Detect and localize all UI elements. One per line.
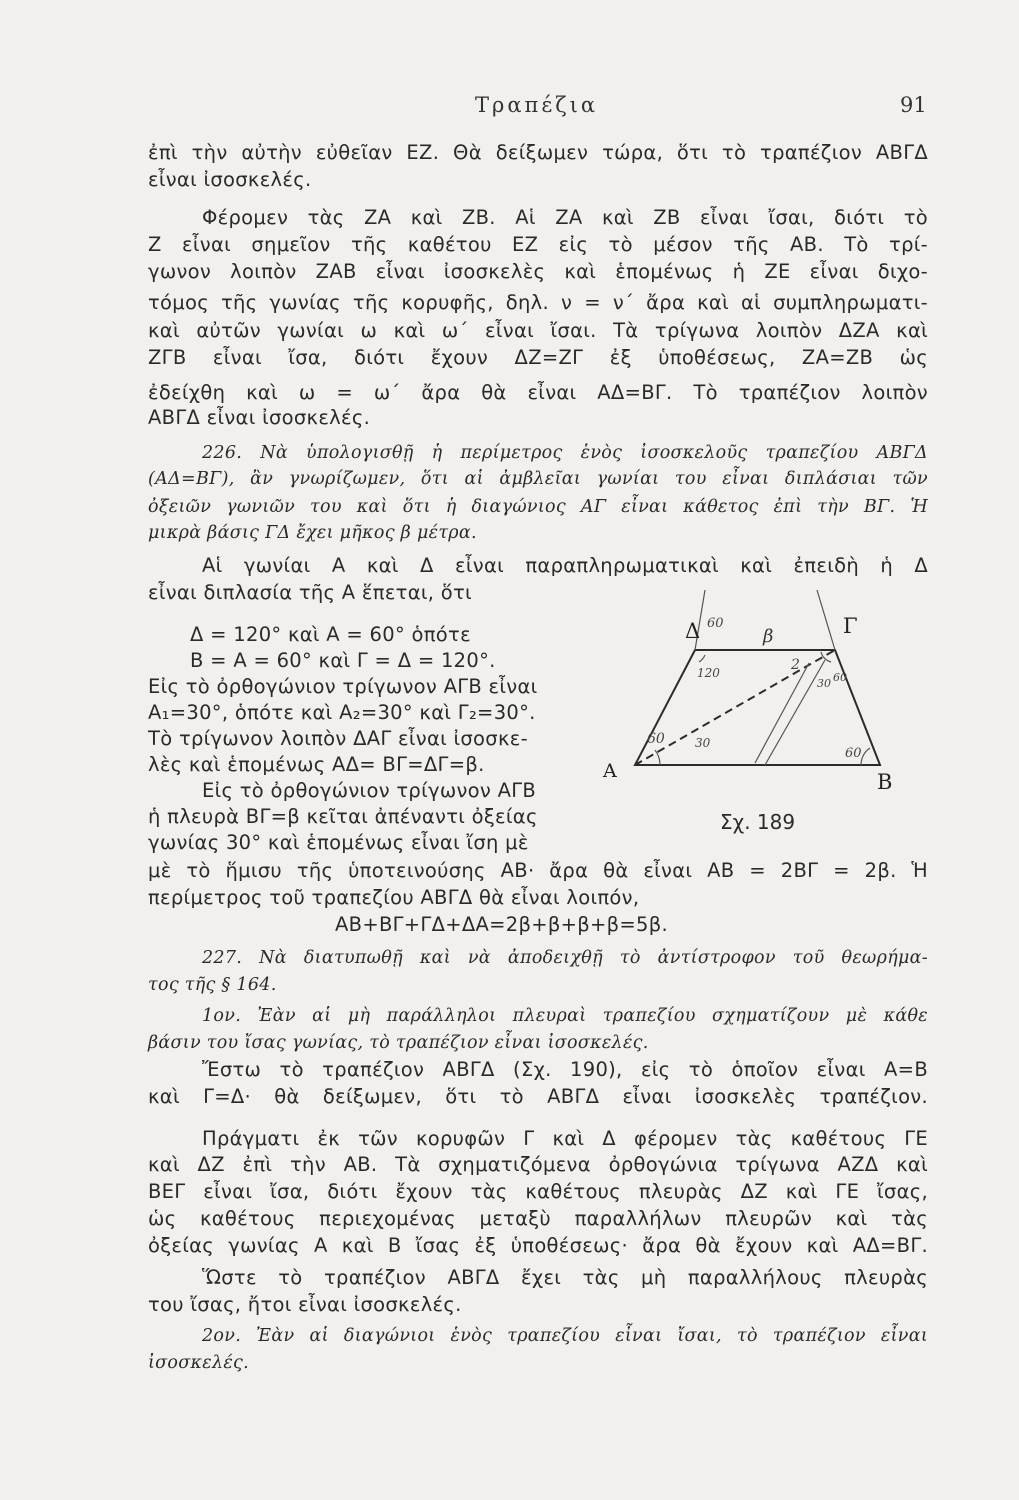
pencil-line — [755, 663, 809, 763]
angle-arc-a — [655, 750, 660, 765]
text-line: καὶ Γ=Δ· θὰ δείξωμεν, ὅτι τὸ ΑΒΓΔ εἶναι ἰσοσκελὲς τραπέζιον. — [148, 1085, 928, 1108]
equation-line: Δ = 120° καὶ Α = 60° ὁπότε — [190, 623, 471, 646]
page-number: 91 — [900, 93, 927, 117]
theorem-part-2: ἰσοσκελές. — [148, 1353, 250, 1373]
figure-189 — [595, 585, 925, 845]
text-line: τόμος τῆς γωνίας τῆς κορυφῆς, δηλ. ν = ν΄ ἄρα καὶ αἱ συμπληρωματι- — [148, 291, 928, 314]
exercise-226-statement: ὀξειῶν γωνιῶν του καὶ ὅτι ἡ διαγώνιος ΑΓ εἶναι κάθετος ἐπὶ τὴν ΒΓ. Ἡ — [148, 497, 928, 517]
text-line: γωνίας 30° καὶ ἑπομένως εἶναι ἴση μὲ — [148, 831, 529, 854]
handwritten-mid-30: 30 — [817, 677, 831, 690]
exercise-227-statement: 227. Νὰ διατυπωθῇ καὶ νὰ ἀποδειχθῇ τὸ ἀντίστροφον τοῦ θεωρήμα- — [202, 948, 928, 968]
theorem-part-2: 2ον. Ἐὰν αἱ διαγώνιοι ἑνὸς τραπεζίου εἶναι ἴσαι, τὸ τραπέζιον εἶναι — [202, 1326, 928, 1346]
trapezoid-diagram — [595, 585, 925, 845]
text-line: καὶ ΔΖ ἐπὶ τὴν ΑΒ. Τὰ σχηματιζόμενα ὀρθογώνια τρίγωνα ΑΖΔ καὶ — [148, 1153, 928, 1176]
theorem-part-1: βάσιν του ἴσας γωνίας, τὸ τραπέζιον εἶναι ἰσοσκελές. — [148, 1033, 649, 1053]
text-line: ΒΕΓ εἶναι ἴσα, διότι ἔχουν τὰς καθέτους πλευρὰς ΔΖ καὶ ΓΕ ἴσας, — [148, 1180, 928, 1203]
pencil-line — [817, 590, 835, 650]
vertex-label-a: Α — [603, 760, 617, 782]
text-line: Ἔστω τὸ τραπέζιον ΑΒΓΔ (Σχ. 190), εἰς τὸ ὁποῖον εἶναι Α=Β — [202, 1058, 928, 1081]
vertex-label-d: Δ — [685, 619, 701, 643]
text-line: Α₁=30°, ὁπότε καὶ Α₂=30° καὶ Γ₂=30°. — [148, 701, 536, 724]
equation-line: Β = Α = 60° καὶ Γ = Δ = 120°. — [190, 649, 496, 672]
theorem-part-1: 1ον. Ἐὰν αἱ μὴ παράλληλοι πλευραὶ τραπεζίου σχηματίζουν μὲ κάθε — [202, 1006, 928, 1026]
angle-arc-d — [699, 655, 705, 662]
text-line: ἐπὶ τὴν αὐτὴν εὐθεῖαν ΕΖ. Θὰ δείξωμεν τώρα, ὅτι τὸ τραπέζιον ΑΒΓΔ — [148, 141, 928, 164]
text-line: Αἱ γωνίαι Α καὶ Δ εἶναι παραπληρωματικαὶ καὶ ἐπειδὴ ἡ Δ — [202, 554, 928, 577]
page-header — [0, 93, 1019, 123]
text-line: ὀξείας γωνίας Α καὶ Β ἴσας ἐξ ὑποθέσεως· ἄρα θὰ ἔχουν καὶ ΑΔ=ΒΓ. — [148, 1234, 928, 1257]
text-line: μὲ τὸ ἥμισυ τῆς ὑποτεινούσης ΑΒ· ἄρα θὰ εἶναι ΑΒ = 2ΒΓ = 2β. Ἡ — [148, 859, 928, 882]
handwritten-beta: β — [763, 626, 774, 647]
text-line: εἶναι ἰσοσκελές. — [148, 168, 312, 191]
text-line: Ὥστε τὸ τραπέζιον ΑΒΓΔ ἔχει τὰς μὴ παραλλήλους πλευρὰς — [202, 1266, 928, 1289]
text-line: Πράγματι ἐκ τῶν κορυφῶν Γ καὶ Δ φέρομεν τὰς καθέτους ΓΕ — [202, 1127, 928, 1150]
text-line: ΑΒΓΔ εἶναι ἰσοσκελές. — [148, 406, 371, 429]
vertex-label-g: Γ — [843, 614, 858, 638]
text-line: Τὸ τρίγωνον λοιπὸν ΔΑΓ εἶναι ἰσοσκε- — [148, 727, 528, 750]
angle-arc-b — [861, 748, 870, 765]
text-line: του ἴσας, ἤτοι εἶναι ἰσοσκελές. — [148, 1293, 462, 1316]
handwritten-b-angle: 60 — [845, 746, 862, 761]
text-line: καὶ αὐτῶν γωνίαι ω καὶ ω΄ εἶναι ἴσαι. Τὰ τρίγωνα λοιπὸν ΔΖΑ καὶ — [148, 319, 928, 342]
handwritten-d-angle: 120 — [697, 666, 720, 680]
exercise-226-statement: 226. Νὰ ὑπολογισθῇ ἡ περίμετρος ἑνὸς ἰσοσκελοῦς τραπεζίου ΑΒΓΔ — [202, 443, 928, 463]
text-line: Φέρομεν τὰς ΖΑ καὶ ΖΒ. Αἱ ΖΑ καὶ ΖΒ εἶναι ἴσαι, διότι τὸ — [202, 206, 928, 229]
exercise-226-statement: μικρὰ βάσις ΓΔ ἔχει μῆκος β μέτρα. — [148, 523, 477, 543]
text-line: λὲς καὶ ἑπομένως ΑΔ= ΒΓ=ΔΓ=β. — [148, 753, 485, 776]
text-line: ὡς καθέτους περιεχομένας μεταξὺ παραλλήλων πλευρῶν καὶ τὰς — [148, 1207, 928, 1230]
trapezoid-outline — [635, 650, 880, 765]
exercise-227-statement: τος τῆς § 164. — [148, 975, 277, 995]
text-line: ΖΓΒ εἶναι ἴσα, διότι ἔχουν ΔΖ=ΖΓ ἐξ ὑποθέσεως, ΖΑ=ΖΒ ὡς — [148, 346, 928, 369]
text-line: περίμετρος τοῦ τραπεζίου ΑΒΓΔ θὰ εἶναι λοιπόν, — [148, 886, 640, 909]
vertex-label-b: Β — [877, 770, 893, 794]
exercise-226-statement: (ΑΔ=ΒΓ), ἂν γνωρίζωμεν, ὅτι αἱ ἀμβλεῖαι γωνίαι του εἶναι διπλάσιαι τῶν — [148, 469, 928, 489]
text-line: ἡ πλευρὰ ΒΓ=β κεῖται ἀπέναντι ὀξείας — [148, 805, 538, 828]
text-line: Εἰς τὸ ὀρθογώνιον τρίγωνον ΑΓΒ εἶναι — [148, 675, 538, 698]
text-line: γωνον λοιπὸν ΖΑΒ εἶναι ἰσοσκελὲς καὶ ἑπομένως ἡ ΖΕ εἶναι διχο- — [148, 260, 928, 283]
running-title: Τραπέζια — [475, 93, 599, 117]
text-line: Εἰς τὸ ὀρθογώνιον τρίγωνον ΑΓΒ — [202, 779, 537, 802]
handwritten-a-30: 30 — [695, 736, 711, 750]
handwritten-a-angle: 60 — [647, 731, 665, 747]
text-line: εἶναι διπλασία τῆς Α ἕπεται, ὅτι — [148, 581, 472, 604]
pencil-line — [765, 660, 825, 765]
handwritten-top-60: 60 — [707, 616, 724, 631]
handwritten-g-60: 60 — [833, 671, 847, 684]
equation-line: ΑΒ+ΒΓ+ΓΔ+ΔΑ=2β+β+β+β=5β. — [335, 913, 668, 936]
text-line: Ζ εἶναι σημεῖον τῆς καθέτου ΕΖ εἰς τὸ μέσον τῆς ΑΒ. Τὸ τρί- — [148, 233, 928, 256]
text-line: ἐδείχθη καὶ ω = ω΄ ἄρα θὰ εἶναι ΑΔ=ΒΓ. Τὸ τραπέζιον λοιπὸν — [148, 381, 928, 404]
figure-caption: Σχ. 189 — [720, 810, 796, 834]
handwritten-two: 2 — [791, 657, 800, 673]
